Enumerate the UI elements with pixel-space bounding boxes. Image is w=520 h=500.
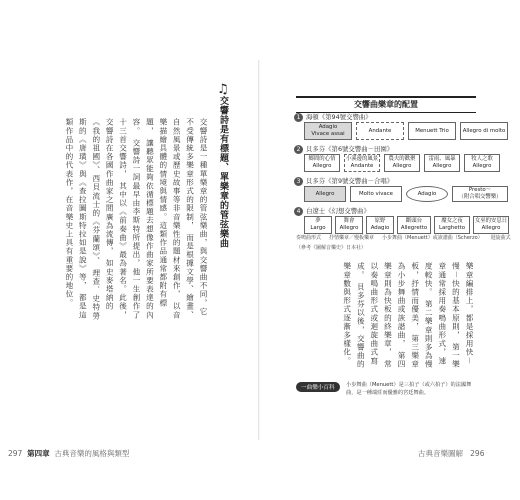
- section-label-text: 貝多芬《第6號交響曲－田園》: [306, 145, 394, 153]
- reference-note: （參考《圖解音樂史》日本社）: [296, 245, 367, 251]
- left-paragraph: 交響詩是一種單樂章的管弦樂曲，與交響曲不同，它不受傳統多樂章形式的限制，: [185, 118, 208, 316]
- mini-box-title: 一曲樂小百科: [296, 382, 340, 392]
- movement-box: Presto～ （附合唱交響樂）: [452, 186, 508, 202]
- section-label: [294, 206, 370, 216]
- legend-item: 迴旋曲式: [490, 235, 511, 241]
- movement-box: 鄉間的心情 Allegro: [304, 154, 340, 172]
- left-paragraph: 而是根據文學、繪畫、自然風景或歷史故事等非音樂性的題材來創作，: [172, 118, 195, 320]
- section-label-text: 白遼士《幻想交響曲》: [306, 207, 370, 215]
- right-paragraph: 第三樂章為小步舞曲或詼諧曲，: [397, 262, 420, 369]
- movement-row: [304, 154, 500, 172]
- left-body-text: [64, 118, 210, 323]
- mini-box-text: 小步舞曲（Menuett）是三拍子（或六拍子）的法國舞曲，是一種端莊而優雅的宮廷舞曲。: [346, 382, 472, 396]
- movement-box: 舞會 Allegro: [335, 216, 363, 234]
- movement-box: 牧人之歌 Allegro: [464, 154, 500, 172]
- movement-box: 原野 Adagio: [366, 216, 394, 234]
- right-paragraph: 樂章編排上，都是採用快－慢－快的基本原則，: [451, 262, 474, 366]
- right-paragraph: 貝多芬以後，交響曲的樂章數與形式逐漸多樣化。: [342, 262, 366, 369]
- right-paragraph: 第四樂章則為快板的終樂章，: [383, 262, 407, 369]
- diagram-title: 交響曲樂章的配置: [296, 96, 476, 113]
- movement-box: Menuett Trio: [408, 122, 456, 140]
- music-note-icon: ♫: [217, 82, 229, 97]
- right-footer: [418, 448, 484, 459]
- legend-item: 奏鳴曲形式: [296, 235, 322, 241]
- section-number-badge: 4: [294, 207, 303, 216]
- movement-box: 夢 Largo: [304, 216, 332, 234]
- mini-encyclopedia-box: [296, 382, 474, 396]
- section-number-badge: 3: [294, 177, 303, 186]
- section-number-badge: 1: [294, 113, 303, 122]
- section-label: [294, 112, 372, 122]
- movement-box: Andante: [356, 122, 404, 140]
- section-label: [294, 144, 393, 154]
- movement-box: 斷頭台 Allegretto: [397, 216, 431, 234]
- movement-box: 雷雨、風暴 Allegro: [424, 154, 460, 172]
- right-paragraph: 第二樂章則多為慢板，抒情而優美，: [410, 262, 434, 369]
- movement-box: Adagio Vivace assai: [304, 122, 352, 140]
- left-paragraph: 如史麥塔納的《我的祖國》、西貝流士的《芬蘭頌》、: [91, 118, 115, 311]
- legend-item: 小步舞曲（Menuett）或詼諧曲（Scherzo）: [382, 235, 483, 241]
- section-label: [294, 176, 393, 186]
- movement-box: Molto vivace: [350, 186, 402, 202]
- right-body-text: [298, 262, 476, 372]
- movement-box: 女巫的安息日 Allegro: [473, 216, 509, 234]
- footer-section-title: 古典音樂圖解: [418, 449, 463, 458]
- movement-row: [304, 122, 508, 140]
- section-number-badge: 2: [294, 145, 303, 154]
- page-number: 296: [470, 449, 485, 458]
- left-paragraph: 交響詩一詞最早由李斯特所提出，他一生創作了十三首交響詩，: [118, 118, 141, 320]
- movement-box: Allegro di molto: [460, 122, 508, 140]
- left-paragraph: 都是這類作品中的代表作，在音樂史上具有重要的地位。: [64, 118, 88, 320]
- chapter-label: 第四章: [27, 449, 50, 458]
- section-label-text: 海頓《第94號交響曲》: [306, 113, 372, 121]
- section-label-text: 貝多芬《第9號交響曲－合唱》: [306, 177, 394, 185]
- footer-section-title: 古典音樂的風格與類型: [54, 449, 130, 458]
- right-paragraph: 常以奏鳴曲形式或迴旋曲式寫成。: [356, 262, 393, 369]
- movement-box: Adagio: [406, 186, 448, 202]
- left-paragraph: 理查．史特勞斯的《唐璜》與《查拉圖斯特拉如是說》等，: [78, 118, 101, 321]
- movement-box: Allegro: [304, 186, 346, 202]
- section-heading: 交響詩是有標題、單樂章的管弦樂曲: [218, 96, 228, 248]
- movement-box: 小溪邊的風景 Andante: [344, 154, 380, 172]
- movement-row: [304, 186, 508, 202]
- right-paragraph: 第一樂章通常採用奏鳴曲形式，速度較快。: [424, 262, 461, 369]
- legend-item: 抒情樂章／慢板樂章: [329, 235, 375, 241]
- left-paragraph: 讓聽眾能夠依循標題去想像作曲家所要表達的內容。: [131, 118, 155, 320]
- left-paragraph: 以音樂描繪具體的情境與情感。這類作品通常都附有標題，: [145, 118, 182, 320]
- page-number: 297: [8, 449, 23, 458]
- left-paragraph: 其中以《前奏曲》最為著名。此後，交響詩在各國作曲家之間廣為流傳，: [105, 118, 128, 320]
- movement-row: [304, 216, 509, 234]
- movement-box: 農夫的歡聚 Allegro: [384, 154, 420, 172]
- left-footer: [8, 448, 129, 459]
- movement-box: 魔女之夜 Larghetto: [434, 216, 470, 234]
- diagram-legend: [296, 234, 511, 241]
